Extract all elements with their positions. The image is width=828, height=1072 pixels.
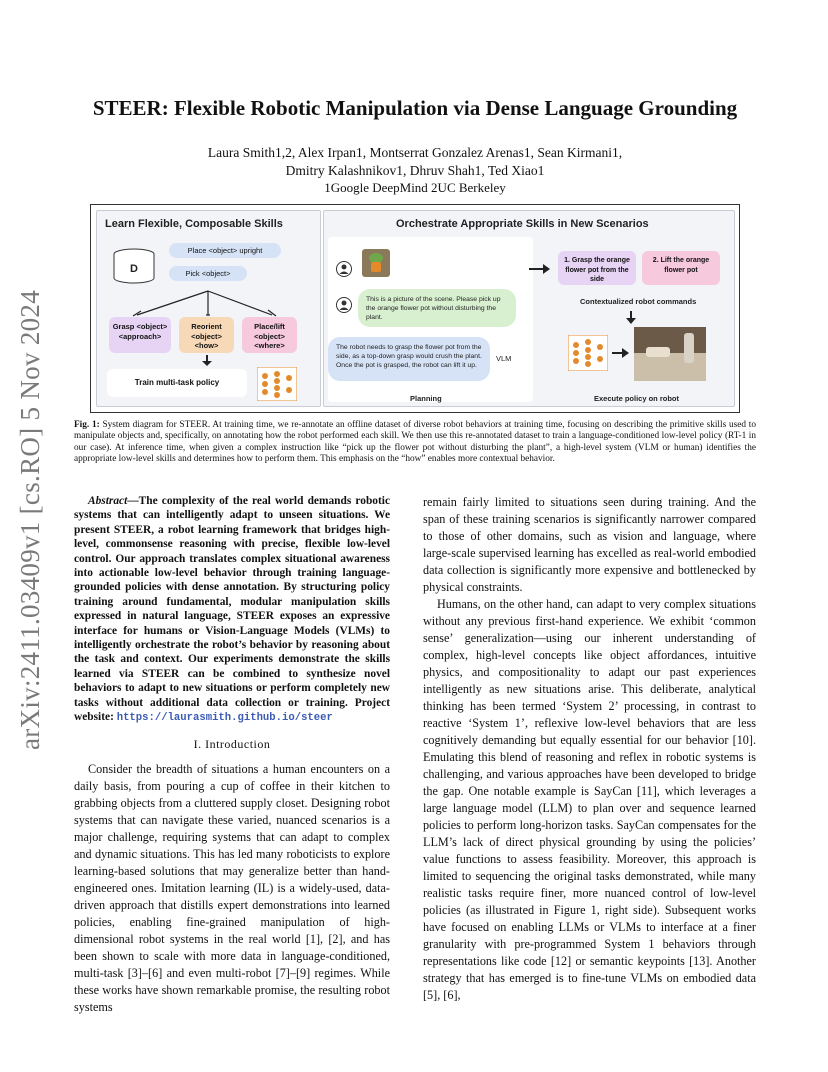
intro-paragraph-2: remain fairly limited to situations seen during training. And the span of these training scenarios is significantly narrower compared to those of other domains, such as vision and language, where large-scale supervised learning has excelled as real-world embodied data collection is significantly more expensive and bottlenecked by physical constraints.: [423, 495, 756, 594]
section-heading-introduction: I. Introduction: [193, 736, 271, 751]
dataset-label: D: [130, 263, 138, 275]
figure-caption: [74, 420, 756, 465]
figure-1: [90, 204, 740, 413]
down-arrow-icon: [200, 355, 214, 367]
right-panel: [323, 210, 735, 407]
vlm-message-bubble: The robot needs to grasp the flower pot from the side, as a top-down grasp would crush the plant. Once the pot is grasped, the robot can lift it up.: [328, 337, 490, 381]
command-grasp: 1. Grasp the orange flower pot from the side: [558, 251, 636, 285]
caption-text: System diagram for STEER. At training time, we re-annotate an offline dataset of diverse robot behaviors at training time, focusing on describing the primitive skills used to manipulate objects and, specifically, on annotating how the robot performed each skill. We then use this re-annotated dataset to train a language-conditioned low-level policy (RT-1 in our case). At inference time, when given a complex instruction like “pick up the flower pot without disturbing the plant”, a high-level system (VLM or human) identifies the appropriate low-level skills and determines how to perform them. This emphasis on the “how” enables more contextual behavior.: [74, 420, 756, 464]
abstract-text: The complexity of the real world demands robotic systems that can intelligently adapt to unseen situations. We present STEER, a robot learning framework that bridges high-level, commonsense reasoning with precise, flexible low-level control. Our approach translates complex situational awareness into actionable low-level behavior through training language-grounded policies with dense annotation. By structuring policy training around fundamental, modular manipulation skills expressed in natural language, STEER exposes an expressive interface for humans or Vision-Language Models (VLMs) to intelligently orchestrate the robot’s behavior by reasoning about the task and context. Our experiments demonstrate the skills learned via STEER can be combined to synthesize novel behaviors to adapt to new situations or perform completely new tasks without additional data collection or training. Project website:: [74, 495, 390, 724]
scene-image: [362, 249, 390, 277]
skill-place: Place/lift <object> <where>: [242, 317, 297, 353]
network-icon: [257, 367, 297, 401]
instruction-upright: Place <object> upright: [169, 243, 281, 258]
left-panel-title: Learn Flexible, Composable Skills: [105, 218, 283, 230]
skill-reorient: Reorient <object> <how>: [179, 317, 234, 353]
intro-paragraph-3: Humans, on the other hand, can adapt to very complex situations without any previous first-hand experience. We exhibit ‘common sense’ generalization—using our inherent understanding of complex, high-level concepts like object affordances, intuitive physics, and compositionality to adapt our past experiences intelligently as new situations arise. This deliberate, analytical thinking has been termed ‘System 2’ processing, in contrast to reactive ‘System 1’, reflexive low-level behaviors that are less cognitively demanding but equally essential for our behavior [10]. Emulating this blend of reasoning and reflex in robotic systems is challenging, and various approaches have been developed to bridge the gap. One notable example is SayCan [11], which leverages a large language model (LLM) to plan over and sequence learned policies to perform long-horizon tasks. SayCan compensates for the LLM’s lack of direct physical grounding by using the policies’ value functions to assess feasibility. Moreover, this approach is limited to sequencing the original tasks demonstrated, while many realistic tasks require finer, more nuanced control of low-level policies (as illustrated in Figure 1, right side). Subsequent works have focused on enabling LLMs or VLMs to interface at a finer granularity with pre-programmed System 1 behaviors through representations like code [12] or semantic keypoints [13]. Another strategy that has emerged is to fine-tune VLMs on embodied data [5], [6],: [423, 597, 756, 1002]
train-policy-label: Train multi-task policy: [107, 369, 247, 397]
instruction-pick: Pick <object>: [169, 266, 247, 281]
left-panel: [96, 210, 321, 407]
left-column: [74, 494, 390, 1016]
paper-authors: [120, 144, 710, 180]
arxiv-sidebar-id: arXiv:2411.03409v1 [cs.RO] 5 Nov 2024: [15, 289, 45, 751]
user-icon: [336, 261, 352, 277]
affiliations: 1Google DeepMind 2UC Berkeley: [324, 180, 506, 195]
intro-paragraph-1: Consider the breadth of situations a human encounters on a daily basis, from pouring a cup of coffee in their kitchen to grabbing objects from a cluttered supply closet. Designing robot systems that can navigate these varied, nuanced scenarios is a major challenge, requiring systems that can adapt to complex and dynamic situations. This has led many roboticists to explore learning-based solutions that may generalize better than hand-engineered ones. Imitation learning (IL) is a widely-used, data-driven approach that distills expert demonstrations into learned policies, enabling fine-grained manipulation of high-dimensional robot systems in the real world [1], [2], and has been shown to scale with more data in language-conditioned, multi-task [3]–[6] and even multi-robot [7]–[9] regimes. While these works have shown remarkable promise, the resulting robot systems: [74, 761, 390, 1014]
split-arrows: [97, 289, 320, 319]
right-arrow-icon: [529, 263, 551, 275]
caption-label: Fig. 1:: [74, 420, 100, 430]
user-message-bubble: This is a picture of the scene. Please pick up the orange flower pot without disturbing the plant.: [358, 289, 516, 327]
down-arrow-icon: [624, 311, 638, 325]
right-panel-title: Orchestrate Appropriate Skills in New Scenarios: [396, 218, 649, 230]
contextualized-label: Contextualized robot commands: [580, 297, 697, 306]
user-icon: [336, 297, 352, 313]
abstract-label: Abstract: [88, 495, 128, 507]
command-lift: 2. Lift the orange flower pot: [642, 251, 720, 285]
planning-label: Planning: [410, 394, 442, 403]
skill-grasp: Grasp <object> <approach>: [109, 317, 171, 353]
abstract: Abstract—The complexity of the real world demands robotic systems that can intelligently adapt to unseen situations. We present STEER, a robot learning framework that bridges high-level, commonsense reasoning with precise, flexible low-level control. Our approach translates complex situational awareness into actionable low-level behavior through training language-grounded policies with dense annotation. By structuring policy training around fundamental, modular manipulation skills expressed in natural language, STEER exposes an expressive interface for humans or Vision-Language Models (VLMs) to intelligently orchestrate the robot’s behavior by reasoning about the task and context. Our experiments demonstrate the skills learned via STEER can be combined to synthesize novel behaviors to adapt to new situations or perform completely new tasks without additional data collection or training. Project website: https://laurasmith.github.io/steer: [74, 495, 390, 725]
authors-line-2: Dmitry Kalashnikov1, Dhruv Shah1, Ted Xiao1: [285, 163, 545, 178]
network-icon: [568, 335, 608, 371]
project-website-link[interactable]: https://laurasmith.github.io/steer: [116, 712, 333, 725]
paper-title: STEER: Flexible Robotic Manipulation via Dense Language Grounding: [92, 96, 738, 120]
robot-photo: [634, 327, 706, 381]
right-column: [423, 494, 756, 1004]
vlm-label: VLM: [496, 354, 512, 363]
authors-line-1: Laura Smith1,2, Alex Irpan1, Montserrat Gonzalez Arenas1, Sean Kirmani1,: [207, 145, 623, 160]
right-arrow-icon: [612, 347, 630, 359]
execute-label: Execute policy on robot: [594, 394, 680, 403]
